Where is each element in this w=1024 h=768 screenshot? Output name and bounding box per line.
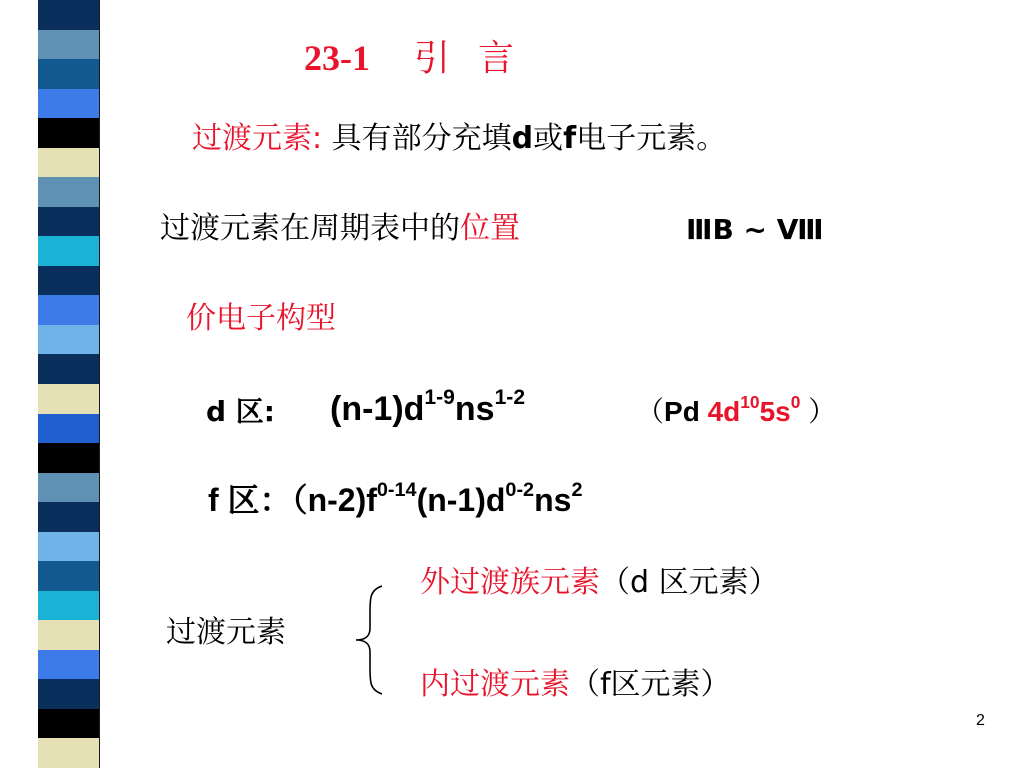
definition-f: f xyxy=(563,121,577,156)
f-block-line xyxy=(208,479,583,518)
strip-block xyxy=(38,59,100,89)
d-formula-part1: (n-1)d xyxy=(330,390,425,428)
slide-title xyxy=(304,40,514,77)
title-number: 23-1 xyxy=(304,38,370,78)
strip-block xyxy=(38,266,100,296)
position-line xyxy=(160,211,520,246)
strip-block xyxy=(38,561,100,591)
definition-text-b: 或 xyxy=(533,121,564,156)
strip-block xyxy=(38,325,100,355)
decorative-color-strip xyxy=(38,0,100,768)
strip-block xyxy=(38,502,100,532)
f-formula-sup1: 0-14 xyxy=(376,479,417,502)
d-formula-sup1: 1-9 xyxy=(424,386,455,410)
f-formula-part1: n-2)f xyxy=(307,482,377,518)
position-text: 过渡元素在周期表中的 xyxy=(160,211,460,246)
strip-block xyxy=(38,738,100,768)
inner-transition-paren: （f区元素） xyxy=(570,667,731,702)
d-formula-sup2: 1-2 xyxy=(494,386,526,410)
classification-label: 过渡元素 xyxy=(166,615,286,650)
strip-block xyxy=(38,679,100,709)
strip-block xyxy=(38,620,100,650)
curly-brace-icon xyxy=(352,584,386,696)
definition-line xyxy=(192,121,727,156)
strip-block xyxy=(38,30,100,60)
strip-block xyxy=(38,89,100,119)
example-close-paren: ） xyxy=(800,396,837,427)
position-highlight: 位置 xyxy=(460,211,520,246)
example-config-sup2: 0 xyxy=(790,391,801,412)
d-block-example xyxy=(636,391,837,427)
f-formula-sup3: 2 xyxy=(571,479,583,502)
strip-block xyxy=(38,148,100,178)
definition-term: 过渡元素: xyxy=(192,121,323,156)
f-formula-part3: ns xyxy=(534,482,572,518)
strip-block xyxy=(38,295,100,325)
inner-transition-name: 内过渡元素 xyxy=(420,667,570,702)
group-range: ⅢB ~ Ⅷ xyxy=(686,213,824,246)
outer-transition-name: 外过渡族元素 xyxy=(420,565,600,600)
outer-transition-paren: （d 区元素） xyxy=(600,565,779,600)
strip-block xyxy=(38,709,100,739)
f-formula-sup2: 0-2 xyxy=(505,479,535,502)
strip-block xyxy=(38,0,100,30)
strip-block xyxy=(38,443,100,473)
strip-block xyxy=(38,414,100,444)
definition-text-c: 电子元素。 xyxy=(576,121,727,156)
strip-block xyxy=(38,532,100,562)
strip-block xyxy=(38,650,100,680)
strip-block xyxy=(38,207,100,237)
example-config-sup1: 10 xyxy=(740,391,760,412)
d-block-formula xyxy=(330,386,526,428)
example-element: Pd xyxy=(664,396,708,427)
example-config-part2: 5s xyxy=(759,396,791,427)
example-config-part1: 4d xyxy=(707,396,741,427)
f-formula-part2: (n-1)d xyxy=(416,482,506,518)
example-open-paren: （ xyxy=(636,396,665,427)
strip-block xyxy=(38,473,100,503)
strip-block xyxy=(38,236,100,266)
strip-block xyxy=(38,177,100,207)
d-formula-part2: ns xyxy=(454,390,495,428)
inner-transition-line xyxy=(420,667,731,702)
definition-text-a: 具有部分充填 xyxy=(322,121,512,156)
strip-block xyxy=(38,384,100,414)
title-char-1: 引 xyxy=(414,38,451,79)
title-char-2: 言 xyxy=(478,38,515,79)
strip-block xyxy=(38,591,100,621)
strip-block xyxy=(38,354,100,384)
f-block-label: f 区：（ xyxy=(208,482,308,518)
page-number: 2 xyxy=(976,712,985,729)
outer-transition-line xyxy=(420,565,779,600)
strip-block xyxy=(38,118,100,148)
definition-d: d xyxy=(511,121,534,156)
valence-heading: 价电子构型 xyxy=(186,301,336,336)
d-block-label: d 区: xyxy=(206,395,275,428)
